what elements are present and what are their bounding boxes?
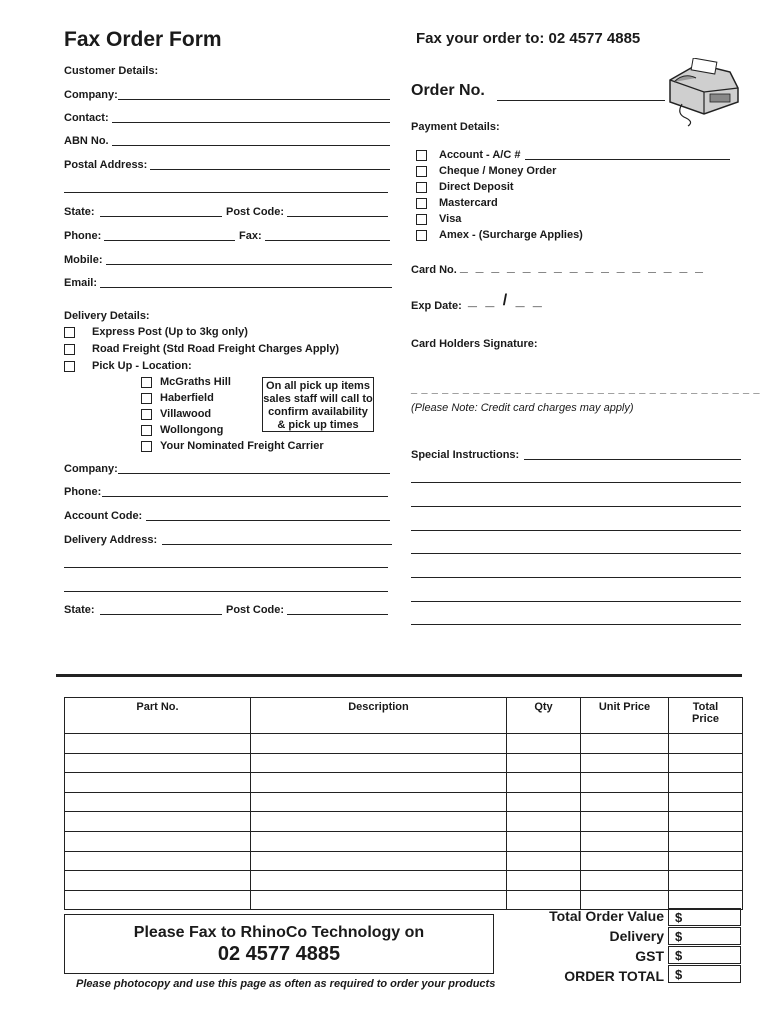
company-field[interactable] bbox=[118, 99, 390, 100]
company-label: Company: bbox=[64, 89, 118, 101]
payment-visa-checkbox[interactable] bbox=[416, 214, 427, 225]
delivery-details-heading: Delivery Details: bbox=[64, 310, 150, 322]
fax-field[interactable] bbox=[265, 240, 390, 241]
payment-cheque-checkbox[interactable] bbox=[416, 166, 427, 177]
postal-address-label: Postal Address: bbox=[64, 159, 148, 171]
special-instructions-label: Special Instructions: bbox=[411, 449, 520, 461]
road-freight-label: Road Freight (Std Road Freight Charges Apply) bbox=[92, 343, 340, 355]
state-field[interactable] bbox=[100, 216, 222, 217]
location-checkbox-nominated-carrier[interactable] bbox=[141, 441, 152, 452]
email-label: Email: bbox=[64, 277, 98, 289]
postal-address-field[interactable] bbox=[150, 169, 390, 170]
post-code-field[interactable] bbox=[287, 216, 388, 217]
pickup-note-box bbox=[262, 377, 374, 432]
mobile-field[interactable] bbox=[106, 264, 392, 265]
table-row[interactable] bbox=[65, 753, 743, 773]
fax-label: Fax: bbox=[239, 230, 262, 242]
payment-direct-deposit-checkbox[interactable] bbox=[416, 182, 427, 193]
delivery-address-field-2[interactable] bbox=[64, 567, 388, 568]
credit-card-charges-note: (Please Note: Credit card charges may apply) bbox=[411, 402, 634, 414]
payment-details-heading: Payment Details: bbox=[411, 121, 500, 133]
payment-visa-label: Visa bbox=[439, 213, 462, 225]
table-row[interactable] bbox=[65, 812, 743, 832]
road-freight-checkbox[interactable] bbox=[64, 344, 75, 355]
abn-label: ABN No. bbox=[64, 135, 109, 147]
delivery-total-field[interactable]: $ bbox=[668, 927, 741, 945]
delivery-phone-field[interactable] bbox=[102, 496, 388, 497]
special-instructions-line[interactable] bbox=[411, 601, 741, 602]
table-row[interactable] bbox=[65, 851, 743, 871]
col-header-unit-price: Unit Price bbox=[581, 698, 669, 734]
location-checkbox-haberfield[interactable] bbox=[141, 393, 152, 404]
customer-details-heading: Customer Details: bbox=[64, 65, 159, 77]
special-instructions-line[interactable] bbox=[411, 624, 741, 625]
page-title: Fax Order Form bbox=[64, 28, 222, 51]
exp-date-label: Exp Date: bbox=[411, 300, 462, 312]
delivery-state-label: State: bbox=[64, 604, 95, 616]
total-order-value-field[interactable]: $ bbox=[668, 908, 741, 926]
fax-machine-icon bbox=[660, 58, 742, 128]
section-divider bbox=[56, 674, 742, 677]
contact-label: Contact: bbox=[64, 112, 109, 124]
table-row[interactable] bbox=[65, 831, 743, 851]
payment-account-label: Account - A/C # bbox=[439, 149, 521, 161]
payment-mastercard-label: Mastercard bbox=[439, 197, 498, 209]
pick-up-checkbox[interactable] bbox=[64, 361, 75, 372]
location-haberfield: Haberfield bbox=[160, 392, 214, 404]
express-post-checkbox[interactable] bbox=[64, 327, 75, 338]
pickup-note-line: sales staff will call to bbox=[263, 393, 373, 405]
table-row[interactable] bbox=[65, 871, 743, 891]
delivery-post-code-label: Post Code: bbox=[226, 604, 285, 616]
col-header-description: Description bbox=[251, 698, 507, 734]
delivery-company-field[interactable] bbox=[118, 473, 390, 474]
fax-number: 02 4577 4885 bbox=[217, 943, 341, 965]
pickup-note-line: & pick up times bbox=[277, 419, 359, 431]
gst-field[interactable]: $ bbox=[668, 946, 741, 964]
mobile-label: Mobile: bbox=[64, 254, 103, 266]
account-code-field[interactable] bbox=[146, 520, 390, 521]
location-nominated-carrier: Your Nominated Freight Carrier bbox=[160, 440, 324, 452]
order-items-table bbox=[64, 697, 743, 910]
exp-date-field[interactable]: _ _ / _ _ bbox=[468, 292, 544, 309]
table-row[interactable] bbox=[65, 890, 743, 910]
location-wollongong: Wollongong bbox=[160, 424, 224, 436]
pickup-note-line: On all pick up items bbox=[266, 380, 370, 392]
col-header-total-price: Total Price bbox=[669, 698, 743, 734]
delivery-address-field-3[interactable] bbox=[64, 591, 388, 592]
special-instructions-line[interactable] bbox=[411, 482, 741, 483]
order-no-field[interactable] bbox=[497, 100, 665, 101]
location-checkbox-wollongong[interactable] bbox=[141, 425, 152, 436]
payment-mastercard-checkbox[interactable] bbox=[416, 198, 427, 209]
table-header-row bbox=[65, 698, 743, 734]
signature-field[interactable]: _ _ _ _ _ _ _ _ _ _ _ _ _ _ _ _ _ _ _ _ _ _ _ _ _ _ _ _ _ _ _ _ _ _ bbox=[411, 383, 761, 395]
special-instructions-line[interactable] bbox=[411, 530, 741, 531]
location-mcgraths-hill: McGraths Hill bbox=[160, 376, 231, 388]
special-instructions-line[interactable] bbox=[411, 553, 741, 554]
table-row[interactable] bbox=[65, 773, 743, 793]
card-holder-signature-label: Card Holders Signature: bbox=[411, 338, 538, 350]
delivery-address-label: Delivery Address: bbox=[64, 534, 158, 546]
payment-amex-label: Amex - (Surcharge Applies) bbox=[439, 229, 583, 241]
abn-field[interactable] bbox=[112, 145, 390, 146]
order-total-label: ORDER TOTAL bbox=[564, 968, 664, 984]
payment-cheque-label: Cheque / Money Order bbox=[439, 165, 557, 177]
order-total-field[interactable]: $ bbox=[668, 965, 741, 983]
express-post-label: Express Post (Up to 3kg only) bbox=[92, 326, 248, 338]
payment-direct-deposit-label: Direct Deposit bbox=[439, 181, 514, 193]
card-number-field[interactable]: _ _ _ _ _ _ _ _ _ _ _ _ _ _ _ _ bbox=[460, 258, 705, 274]
fax-info-box bbox=[64, 914, 494, 974]
delivery-phone-label: Phone: bbox=[64, 486, 102, 498]
payment-account-checkbox[interactable] bbox=[416, 150, 427, 161]
postal-address-field-2[interactable] bbox=[64, 192, 388, 193]
account-code-label: Account Code: bbox=[64, 510, 143, 522]
special-instructions-line[interactable] bbox=[411, 577, 741, 578]
order-no-label: Order No. bbox=[411, 82, 485, 99]
pick-up-label: Pick Up - Location: bbox=[92, 360, 192, 372]
delivery-address-field[interactable] bbox=[162, 544, 392, 545]
pickup-note-line: confirm availability bbox=[268, 406, 368, 418]
delivery-company-label: Company: bbox=[64, 463, 118, 475]
special-instructions-line[interactable] bbox=[411, 506, 741, 507]
col-header-qty: Qty bbox=[507, 698, 581, 734]
post-code-label: Post Code: bbox=[226, 206, 285, 218]
phone-field[interactable] bbox=[104, 240, 235, 241]
contact-field[interactable] bbox=[112, 122, 390, 123]
col-header-part-no: Part No. bbox=[65, 698, 251, 734]
fax-to-heading: Fax your order to: 02 4577 4885 bbox=[416, 30, 641, 47]
table-row[interactable] bbox=[65, 734, 743, 754]
gst-label: GST bbox=[635, 948, 664, 964]
location-checkbox-mcgraths-hill[interactable] bbox=[141, 377, 152, 388]
location-villawood: Villawood bbox=[160, 408, 212, 420]
delivery-post-code-field[interactable] bbox=[287, 614, 388, 615]
email-field[interactable] bbox=[100, 287, 392, 288]
special-instructions-field[interactable] bbox=[524, 459, 741, 460]
account-number-field[interactable] bbox=[525, 159, 730, 160]
table-row[interactable] bbox=[65, 792, 743, 812]
fax-to-line: Please Fax to RhinoCo Technology on bbox=[133, 924, 425, 941]
photocopy-note: Please photocopy and use this page as often as required to order your products bbox=[76, 978, 496, 990]
state-label: State: bbox=[64, 206, 95, 218]
delivery-state-field[interactable] bbox=[100, 614, 222, 615]
delivery-total-label: Delivery bbox=[609, 928, 664, 944]
total-order-value-label: Total Order Value bbox=[549, 908, 664, 924]
card-no-label: Card No. bbox=[411, 264, 457, 276]
location-checkbox-villawood[interactable] bbox=[141, 409, 152, 420]
phone-label: Phone: bbox=[64, 230, 102, 242]
payment-amex-checkbox[interactable] bbox=[416, 230, 427, 241]
